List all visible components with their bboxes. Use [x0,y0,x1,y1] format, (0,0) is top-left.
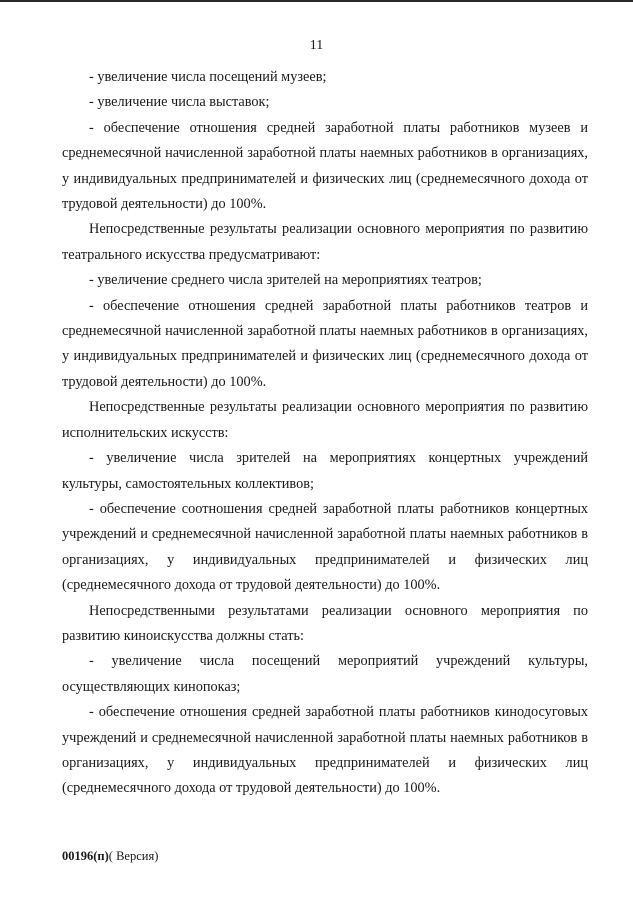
paragraph-cinema-intro: Непосредственными результатами реализации основного мероприятия по развитию киноискусства должны стать: [62,602,588,644]
paragraph-performing-arts-intro: Непосредственные результаты реализации основного мероприятия по развитию исполнительских искусств: [62,399,588,441]
paragraph-cinema-visits: - увеличение числа посещений мероприятий учреждений культуры, осуществляющих кинопоказ; [62,653,588,695]
document-version: ( Версия) [108,849,159,863]
paragraph-museum-salary: - обеспечение отношения средней заработной платы работников музеев и среднемесячной начисленной заработной платы наемных работников в организациях, у индивидуальных предпринимателей и физических лиц (среднемесячного дохода от трудовой деятельности) до 100%. [62,119,588,213]
page-number: 11 [309,38,324,53]
paragraph-concert-salary: - обеспечение соотношения средней заработной платы работников концертных учреждений и среднемесячной начисленной заработной платы наемных работников в организациях, у индивидуальных предпринимателей и физических лиц (среднемесячного дохода от трудовой деятельности) до 100%. [62,500,588,594]
document-footer [62,848,158,864]
paragraph-theatre-audience: - увеличение среднего числа зрителей на мероприятиях театров; [89,272,482,289]
body-text [62,65,588,802]
paragraph-museum-visits: - увеличение числа посещений музеев; [89,69,327,85]
document-code: 00196(п) [62,849,109,863]
paragraph-cinema-salary: - обеспечение отношения средней заработной платы работников кинодосуговых учреждений и среднемесячной начисленной заработной платы наемных работников в организациях, у индивидуальных предпринимателей и физических лиц (среднемесячного дохода от трудовой деятельности) до 100%. [62,704,588,797]
paragraph-exhibitions: - увеличение числа выставок; [89,94,270,111]
paragraph-theatre-salary: - обеспечение отношения средней заработной платы работников театров и среднемесячной начисленной заработной платы наемных работников в организациях, у индивидуальных предпринимателей и физических лиц (среднемесячного дохода от трудовой деятельности) до 100%. [62,297,588,390]
paragraph-concert-audience: - увеличение числа зрителей на мероприятиях концертных учреждений культуры, самостоятельных коллективов; [62,450,588,492]
scan-top-edge [0,0,633,2]
paragraph-theatre-intro: Непосредственные результаты реализации основного мероприятия по развитию театрального искусства предусматривают: [62,221,588,263]
